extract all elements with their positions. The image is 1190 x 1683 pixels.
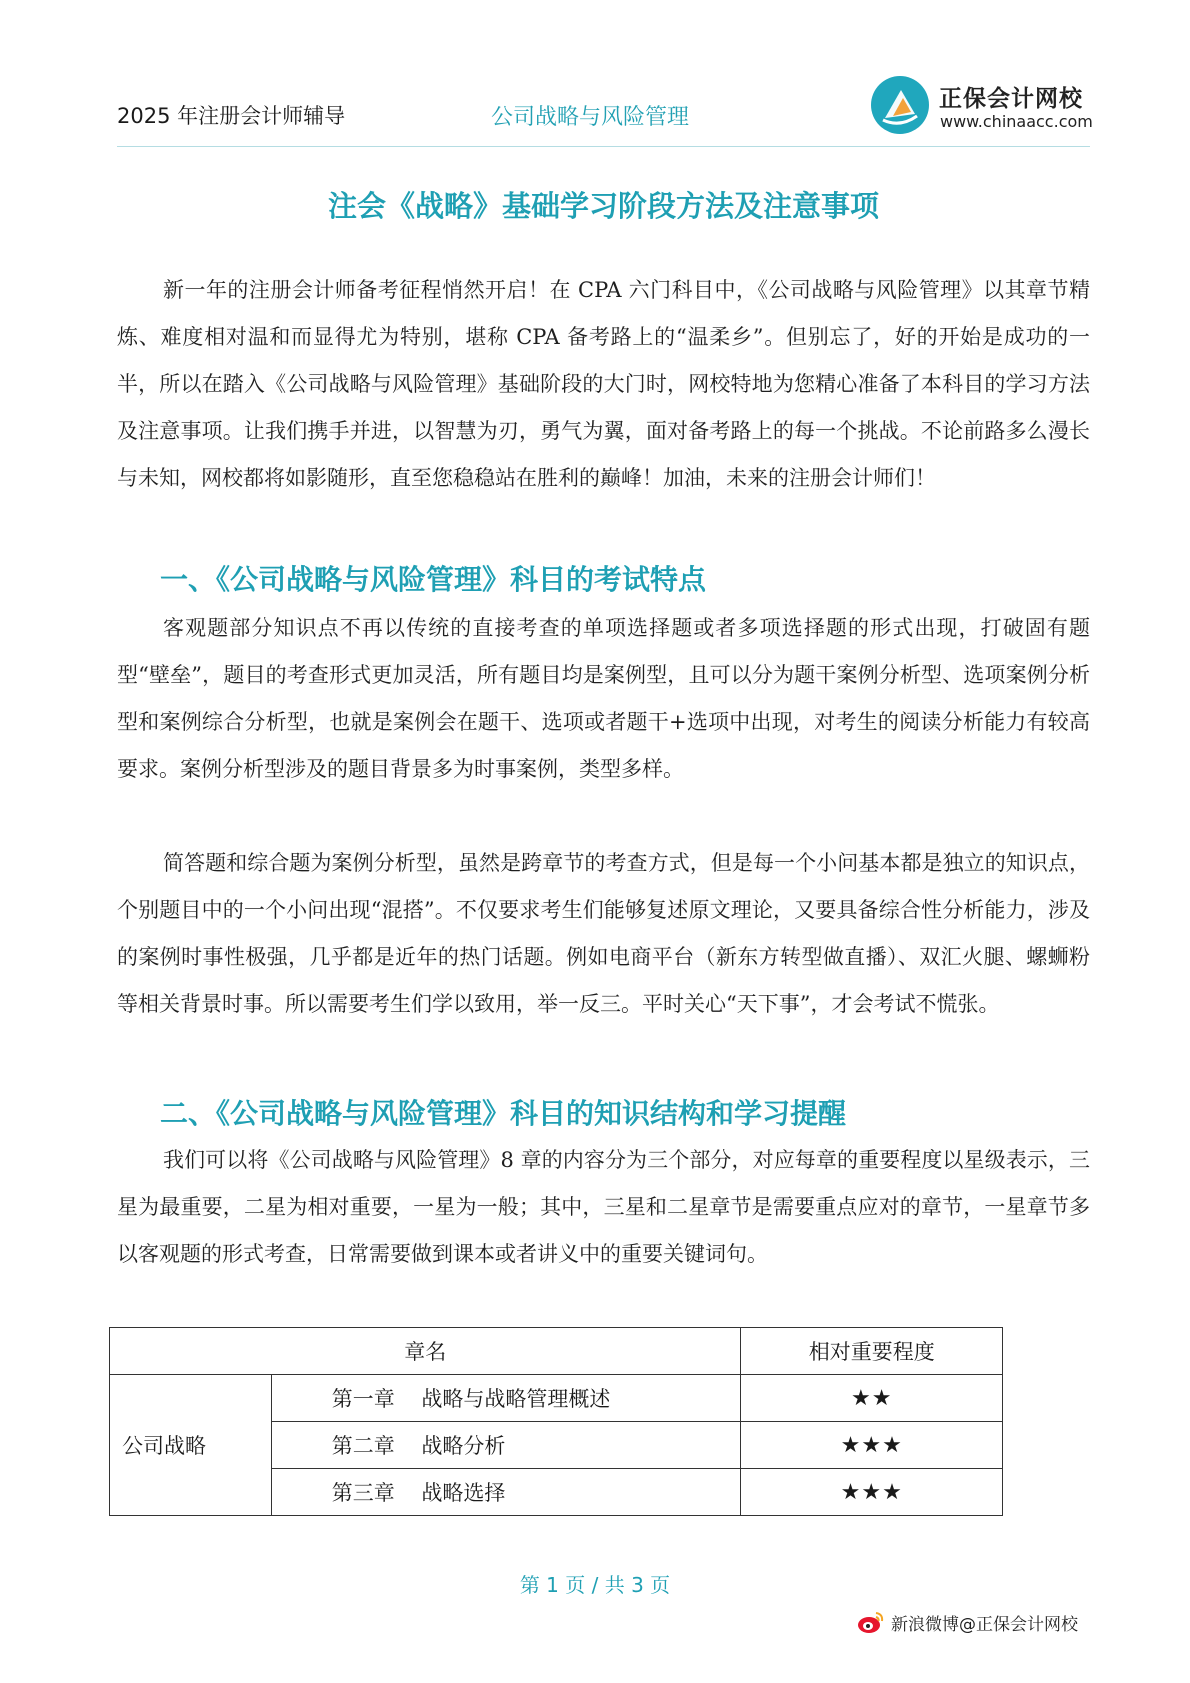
chapter-cell: 第三章 战略选择 [271,1469,741,1516]
course-name: 2025 年注册会计师辅导 [117,104,346,128]
chapter-cell: 第一章 战略与战略管理概述 [271,1375,741,1422]
table-row [110,1375,1003,1422]
brand-name: 正保会计网校 [939,86,1083,112]
stars-cell: ★★★ [741,1422,1003,1469]
weibo-text: 新浪微博@正保会计网校 [891,1614,1078,1635]
page-number: 第 1 页 / 共 3 页 [519,1573,671,1597]
column-header-importance: 相对重要程度 [741,1328,1003,1375]
paragraph-objective-questions: 客观题部分知识点不再以传统的直接考查的单项选择题或者多项选择题的形式出现，打破固有题型“壁垒”，题目的考查形式更加灵活，所有题目均是案例型，且可以分为题干案例分析型、选项案例分析型和案例综合分析型，也就是案例会在题干、选项或者题干+选项中出现，对考生的阅读分析能力有较高要求。案例分析型涉及的题目背景多为时事案例，类型多样。 [117,616,1090,781]
group-cell: 公司战略 [110,1375,272,1516]
stars-cell: ★★★ [741,1469,1003,1516]
subject-name: 公司战略与风险管理 [491,105,690,130]
stars-cell: ★★ [741,1375,1003,1422]
intro-paragraph: 新一年的注册会计师备考征程悄然开启！在 CPA 六门科目中，《公司战略与风险管理》以其章节精炼、难度相对温和而显得尤为特别，堪称 CPA 备考路上的“温柔乡”。但别忘了，好的开始是成功的一半，所以在踏入《公司战略与风险管理》基础阶段的大门时，网校特地为您精心准备了本科目的学习方法及注意事项。让我们携手并进，以智慧为刃，勇气为翼，面对备考路上的每一个挑战。不论前路多么漫长与未知，网校都将如影随形，直至您稳稳站在胜利的巅峰！加油，未来的注册会计师们！ [117,278,1090,490]
paragraph-case-questions: 简答题和综合题为案例分析型，虽然是跨章节的考查方式，但是每一个小问基本都是独立的知识点，个别题目中的一个小问出现“混搭”。不仅要求考生们能够复述原文理论，又要具备综合性分析能力，涉及的案例时事性极强，几乎都是近年的热门话题。例如电商平台（新东方转型做直播）、双汇火腿、螺蛳粉等相关背景时事。所以需要考生们学以致用，举一反三。平时关心“天下事”，才会考试不慌张。 [117,851,1090,1016]
brand-logo-icon [871,76,929,134]
weibo-icon [857,1610,885,1634]
chapter-cell: 第二章 战略分析 [271,1422,741,1469]
chapter-importance-table [109,1327,1003,1516]
section-heading-exam-features: 一、《公司战略与风险管理》科目的考试特点 [160,563,707,596]
column-header-chapter: 章名 [110,1328,741,1375]
paragraph-chapter-structure: 我们可以将《公司战略与风险管理》8 章的内容分为三个部分，对应每章的重要程度以星级表示，三星为最重要，二星为相对重要，一星为一般；其中，三星和二星章节是需要重点应对的章节，一星章节多以客观题的形式考查，日常需要做到课本或者讲义中的重要关键词句。 [117,1148,1090,1266]
document-title: 注会《战略》基础学习阶段方法及注意事项 [327,189,879,223]
page-header [117,68,1093,147]
table-header-row [110,1328,1003,1375]
section-heading-knowledge-structure: 二、《公司战略与风险管理》科目的知识结构和学习提醒 [160,1097,847,1130]
weibo-link[interactable] [857,1608,1078,1636]
brand-url[interactable]: www.chinaacc.com [940,112,1093,131]
